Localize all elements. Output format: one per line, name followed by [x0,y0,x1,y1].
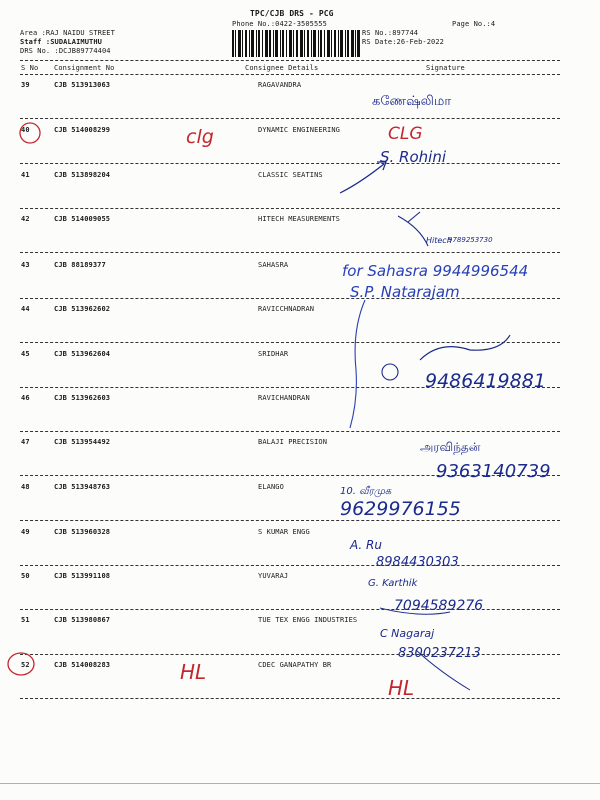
row-consignee: BALAJI PRECISION [258,438,328,446]
row-serial: 51 [21,616,30,624]
signature-row49-a: A. Ru [350,538,383,552]
signature-row47-number: 9363140739 [436,461,551,482]
scribble-row51 [416,650,470,690]
rs-date: RS Date:26-Feb-2022 [362,38,444,46]
circle-row45-mark [382,364,398,380]
signature-row40-left: clg [186,126,214,148]
signature-row51-a: C Nagaraj [380,627,435,640]
row-consignee: ELANGO [258,483,284,491]
signature-row48-number: 9629976155 [340,498,461,520]
signature-row45-number: 9486419881 [425,370,546,392]
phone-number: Phone No.:0422-3505555 [232,20,327,28]
signature-row42-b: 9789253730 [448,236,493,244]
row-consignment: CJB 513962602 [54,305,111,313]
row-serial: 48 [21,483,30,491]
signature-row41: S. Rohini [380,148,447,166]
circle-row52-mark [8,653,34,675]
row-consignee: RAVICHANDRAN [258,394,310,402]
row-consignment: CJB 513962603 [54,394,111,402]
row-consignee: SRIDHAR [258,350,289,358]
row-consignment: CJB 513962604 [54,350,111,358]
signature-row49-number: 8984430303 [376,555,459,570]
signature-row50-number: 7094589276 [394,598,484,614]
column-signature: Signature [426,64,465,72]
row-consignee: TUE TEX ENGG INDUSTRIES [258,616,358,624]
signature-row52-left: HL [180,660,207,684]
column-consignment: Consignment No [54,64,115,72]
circle-row40-mark [20,123,40,143]
row-consignment: CJB 513913063 [54,81,111,89]
row-consignee: YUVARAJ [258,572,289,580]
row-consignee: CDEC GANAPATHY BR [258,661,332,669]
row-serial: 47 [21,438,30,446]
row-serial: 44 [21,305,30,313]
drs-number: DRS No. :DCJB89774404 [20,47,111,55]
scribble-row50 [380,608,450,614]
staff-label: Staff :SUDALAIMUTHU [20,38,102,46]
rs-number: RS No.:897744 [362,29,419,37]
arrow-row41-stroke [340,164,384,193]
signature-row42-a: Hitech [426,236,452,245]
row-consignee: RAVICCHNADRAN [258,305,315,313]
scribble-row42 [398,212,428,246]
bracket-row43-46 [350,300,365,428]
row-consignment: CJB 513954492 [54,438,111,446]
row-consignee: SAHASRA [258,261,289,269]
area-label: Area :RAJ NAIDU STREET [20,29,115,37]
sheet-title: TPC/CJB DRS - PCG [250,9,334,18]
row-serial: 50 [21,572,30,580]
column-consignee: Consignee Details [245,64,319,72]
signature-row48-a: 10. வீரமுக [340,486,392,497]
row-consignment: CJB 513898204 [54,171,111,179]
row-consignee: CLASSIC SEATINS [258,171,323,179]
row-serial: 43 [21,261,30,269]
row-serial: 46 [21,394,30,402]
row-serial: 45 [21,350,30,358]
row-consignment: CJB 88189377 [54,261,106,269]
signature-row43-b: S.P. Natarajam [350,283,460,301]
signature-row52-right: HL [388,676,415,700]
signature-row47-tamil: அரவிந்தன் [420,440,481,454]
signature-row39-tamil: கணேஷ்லிமா [372,94,452,109]
row-consignment: CJB 513948763 [54,483,111,491]
row-serial: 49 [21,528,30,536]
row-consignment: CJB 513960328 [54,528,111,536]
column-sno: S No [21,64,39,72]
row-consignment: CJB 514008283 [54,661,111,669]
row-consignee: RAGAVANDRA [258,81,302,89]
row-serial: 40 [21,126,30,134]
row-consignment: CJB 514009055 [54,215,111,223]
signature-row40-right: CLG [388,124,423,144]
row-serial: 52 [21,661,30,669]
scribble-row45 [420,335,510,360]
row-serial: 42 [21,215,30,223]
signature-row43-a: for Sahasra 9944996544 [342,262,529,280]
row-consignee: DYNAMIC ENGINEERING [258,126,340,134]
page-number: Page No.:4 [452,20,496,28]
row-consignee: HITECH MEASUREMENTS [258,215,340,223]
row-serial: 39 [21,81,30,89]
row-consignment: CJB 513991108 [54,572,111,580]
row-consignment: CJB 513980867 [54,616,111,624]
signature-row50-a: G. Karthik [368,578,418,589]
row-consignment: CJB 514008299 [54,126,111,134]
row-consignee: S KUMAR ENGG [258,528,310,536]
signature-row51-number: 8300237213 [398,646,481,661]
row-serial: 41 [21,171,30,179]
